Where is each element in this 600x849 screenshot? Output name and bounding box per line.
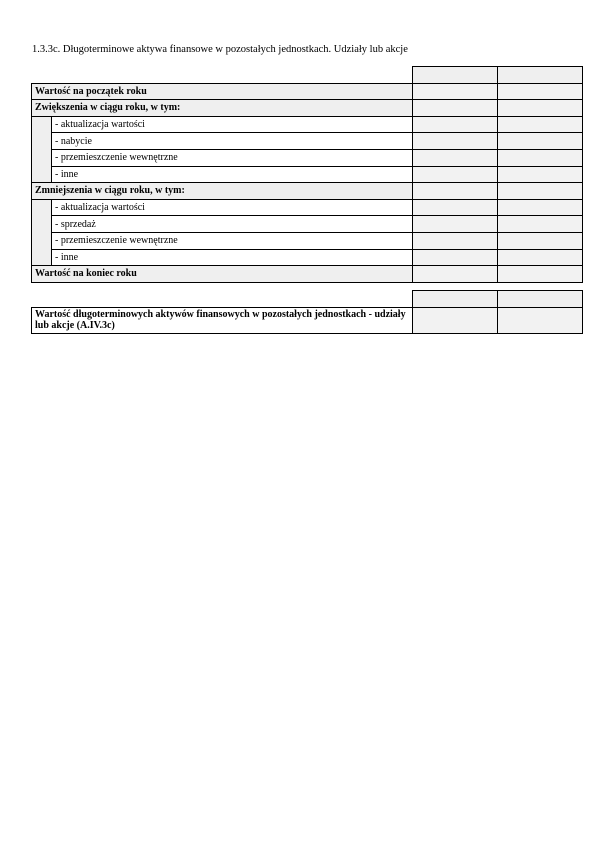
value-cell-prev-year[interactable] xyxy=(413,183,498,200)
header-col-current-year xyxy=(498,67,583,84)
row-label: - aktualizacja wartości xyxy=(52,199,413,216)
summary-table xyxy=(31,290,583,334)
value-cell-prev-year[interactable] xyxy=(413,100,498,117)
value-cell-prev-year[interactable] xyxy=(413,133,498,150)
table-header-row xyxy=(32,67,583,84)
value-cell-current-year[interactable] xyxy=(498,249,583,266)
value-cell-prev-year[interactable] xyxy=(413,199,498,216)
value-cell-prev-year[interactable] xyxy=(413,249,498,266)
table-row xyxy=(32,133,583,150)
header-blank-cell xyxy=(32,291,413,308)
value-cell-current-year[interactable] xyxy=(498,100,583,117)
table-row xyxy=(32,183,583,200)
value-cell-prev-year[interactable] xyxy=(413,116,498,133)
row-label: - sprzedaż xyxy=(52,216,413,233)
row-label: - przemieszczenie wewnętrzne xyxy=(52,232,413,249)
row-label: - nabycie xyxy=(52,133,413,150)
value-cell-current-year[interactable] xyxy=(498,199,583,216)
row-label: Zmniejszenia w ciągu roku, w tym: xyxy=(32,183,413,200)
row-label: Zwiększenia w ciągu roku, w tym: xyxy=(32,100,413,117)
indent-cell xyxy=(32,216,52,233)
indent-cell xyxy=(32,116,52,133)
row-label: - aktualizacja wartości xyxy=(52,116,413,133)
summary-row xyxy=(32,307,583,333)
fixed-assets-movement-table xyxy=(31,66,583,283)
indent-cell xyxy=(32,166,52,183)
table-row xyxy=(32,100,583,117)
value-cell-current-year[interactable] xyxy=(498,183,583,200)
value-cell-prev-year[interactable] xyxy=(413,83,498,100)
table-row xyxy=(32,116,583,133)
table-row xyxy=(32,266,583,283)
row-label: Wartość na początek roku xyxy=(32,83,413,100)
section-title: 1.3.3c. Długoterminowe aktywa finansowe w pozostałych jednostkach. Udziały lub akcje xyxy=(32,44,408,55)
value-cell-current-year[interactable] xyxy=(498,166,583,183)
summary-value-prev-year[interactable] xyxy=(413,307,498,333)
row-label: - inne xyxy=(52,166,413,183)
indent-cell xyxy=(32,199,52,216)
summary-header-row xyxy=(32,291,583,308)
value-cell-current-year[interactable] xyxy=(498,216,583,233)
summary-value-current-year[interactable] xyxy=(498,307,583,333)
row-label: Wartość na koniec roku xyxy=(32,266,413,283)
table-row xyxy=(32,232,583,249)
value-cell-current-year[interactable] xyxy=(498,266,583,283)
header-blank-cell xyxy=(32,67,413,84)
value-cell-current-year[interactable] xyxy=(498,232,583,249)
value-cell-prev-year[interactable] xyxy=(413,266,498,283)
indent-cell xyxy=(32,149,52,166)
value-cell-prev-year[interactable] xyxy=(413,149,498,166)
table-row xyxy=(32,149,583,166)
value-cell-prev-year[interactable] xyxy=(413,216,498,233)
table-row xyxy=(32,216,583,233)
header-col-current-year xyxy=(498,291,583,308)
value-cell-current-year[interactable] xyxy=(498,116,583,133)
indent-cell xyxy=(32,133,52,150)
value-cell-prev-year[interactable] xyxy=(413,166,498,183)
value-cell-current-year[interactable] xyxy=(498,83,583,100)
row-label: - inne xyxy=(52,249,413,266)
table-row xyxy=(32,249,583,266)
table-row xyxy=(32,83,583,100)
table-row xyxy=(32,199,583,216)
row-label: - przemieszczenie wewnętrzne xyxy=(52,149,413,166)
indent-cell xyxy=(32,249,52,266)
value-cell-current-year[interactable] xyxy=(498,149,583,166)
value-cell-prev-year[interactable] xyxy=(413,232,498,249)
table-row xyxy=(32,166,583,183)
header-col-prev-year xyxy=(413,291,498,308)
header-col-prev-year xyxy=(413,67,498,84)
value-cell-current-year[interactable] xyxy=(498,133,583,150)
summary-label: Wartość długoterminowych aktywów finansowych w pozostałych jednostkach - udziały lub akcje (A.IV.3c) xyxy=(32,307,413,333)
indent-cell xyxy=(32,232,52,249)
